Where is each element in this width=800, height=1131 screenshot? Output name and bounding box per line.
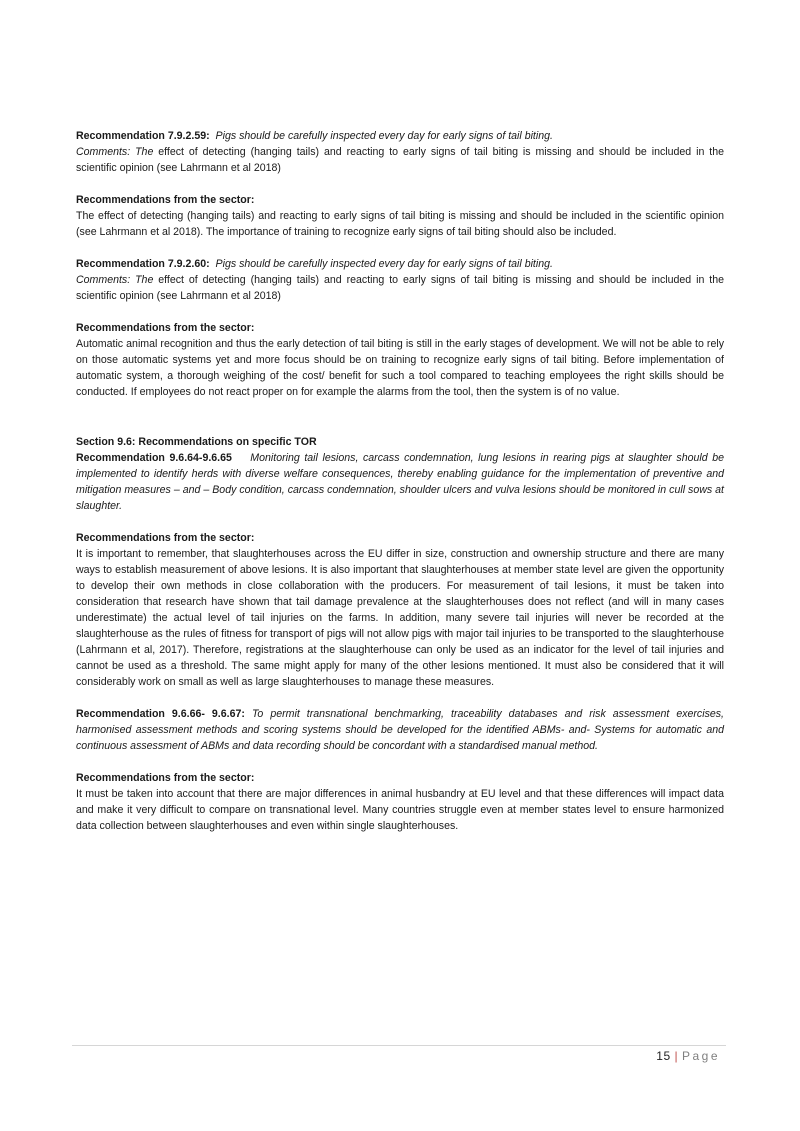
recommendation-text: Pigs should be carefully inspected every day for early signs of tail biting. bbox=[215, 130, 553, 142]
recommendation-text: To permit transnational benchmarking, traceability databases and risk assessment exercises, harmonised assessment methods and scoring systems should be developed for the identified ABMs- and- Systems for automatic and continuous assessment of ABMs and data recording should be concordant with a standardised manual method. bbox=[76, 708, 725, 752]
comments-text: effect of detecting (hanging tails) and reacting to early signs of tail biting is missing and should be included in the scientific opinion (see Lahrmann et al 2018) bbox=[76, 146, 725, 174]
section-title: Recommendations on specific TOR bbox=[138, 436, 317, 448]
recommendation-comments bbox=[76, 144, 724, 176]
page-number: 15 bbox=[656, 1049, 671, 1063]
recommendation-text: Pigs should be carefully inspected every day for early signs of tail biting. bbox=[215, 258, 553, 270]
recommendation-label: Recommendation 9.6.64-9.6.65 bbox=[76, 452, 232, 464]
recommendation-7-9-2-59 bbox=[76, 128, 724, 144]
recommendation-label: Recommendation 7.9.2.59: bbox=[76, 130, 210, 142]
page-word: Page bbox=[681, 1049, 720, 1063]
sector-heading: Recommendations from the sector: bbox=[76, 772, 255, 784]
recommendation-comments bbox=[76, 272, 724, 304]
page-separator: | bbox=[674, 1049, 679, 1063]
comments-label: Comments: The bbox=[76, 274, 154, 286]
page-footer bbox=[656, 1049, 720, 1063]
sector-paragraph: The effect of detecting (hanging tails) and reacting to early signs of tail biting is missing and should be included in the scientific opinion (see Lahrmann et al 2018). The importance of training to recognize early signs of tail biting should also be included. bbox=[76, 210, 724, 238]
recommendation-9-6-64-65 bbox=[76, 450, 724, 514]
sector-heading: Recommendations from the sector: bbox=[76, 322, 255, 334]
recommendation-7-9-2-60 bbox=[76, 256, 724, 272]
comments-text: effect of detecting (hanging tails) and reacting to early signs of tail biting is missing and should be included in the scientific opinion (see Lahrmann et al 2018) bbox=[76, 274, 725, 302]
sector-heading: Recommendations from the sector: bbox=[76, 194, 255, 206]
section-label: Section 9.6: bbox=[76, 436, 136, 448]
recommendation-text: Monitoring tail lesions, carcass condemnation, lung lesions in rearing pigs at slaughter should be implemented to identify herds with diverse welfare consequences, thereby enabling guidance for the implementation of preventive and mitigation measures – and – Body condition, carcass condemnation, shoulder ulcers and vulva lesions should be monitored in cull sows at slaughter. bbox=[76, 452, 724, 512]
recommendation-label: Recommendation 7.9.2.60: bbox=[76, 258, 210, 270]
document-body bbox=[76, 128, 724, 834]
comments-label: Comments: The bbox=[76, 146, 154, 158]
sector-paragraph: It is important to remember, that slaughterhouses across the EU differ in size, construction and ownership structure and there are many ways to establish measurement of above lesions. It is also important that slaughterhouses at member state level are given the opportunity to develop their own methods in close collaboration with the producers. For measurement of tail lesions, it must be taken into consideration that research have shown that tail damage prevalence at the slaughterhouses does not reflect (and will in many cases underestimate) the actual level of tail injuries on the farms. In addition, many severe tail injuries will never be recorded at the slaughterhouse as the rules of fitness for transport of pigs will not allow pigs with major tail injuries to be transported to the slaughterhouse (Lahrmann et al, 2017). Therefore, registrations at the slaughterhouse can only be used as an indicator for the level of tail injuries and cannot be used as a threshold. The same might apply for many of the other lesions mentioned. It must also be considered that it will considerably work on small as well as large slaughterhouses to manage these measures. bbox=[76, 548, 724, 688]
sector-heading: Recommendations from the sector: bbox=[76, 532, 255, 544]
recommendation-label: Recommendation 9.6.66- 9.6.67: bbox=[76, 708, 245, 720]
footer-divider bbox=[72, 1045, 726, 1046]
sector-paragraph: It must be taken into account that there are major differences in animal husbandry at EU level and that these differences will impact data and make it very difficult to compare on transnational level. Many countries struggle even at member states level to ensure harmonized data collection between slaughterhouses and even within single slaughterhouses. bbox=[76, 788, 724, 832]
sector-paragraph: Automatic animal recognition and thus the early detection of tail biting is still in the early stages of development. We will not be able to rely on those automatic systems yet and more focus should be on training to recognize early signs of tail biting. Before implementation of automatic system, a thorough weighing of the cost/ benefit for such a tool compared to teaching employees the right skills should be conducted. If employees do not react proper on for example the alarms from the tool, then the system is of no value. bbox=[76, 338, 724, 398]
recommendation-9-6-66-67 bbox=[76, 706, 724, 754]
section-heading bbox=[76, 434, 724, 450]
